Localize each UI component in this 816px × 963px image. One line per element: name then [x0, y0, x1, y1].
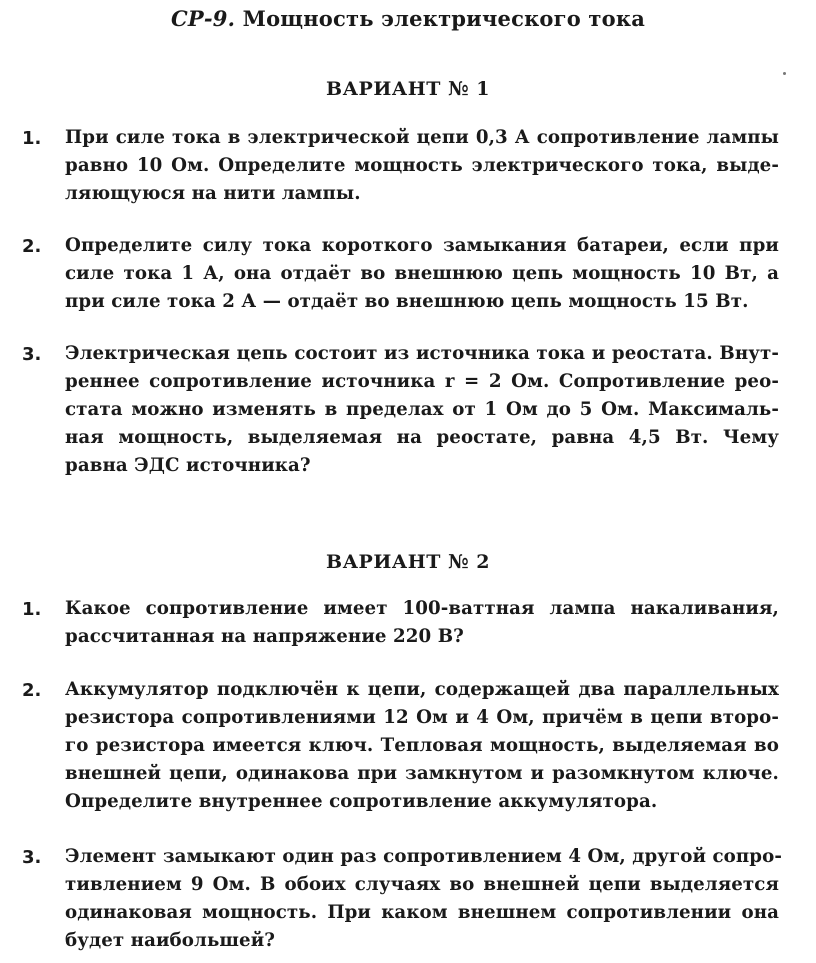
problem-line: Определите внутреннее сопротивление аккумулятора.: [65, 791, 658, 812]
problem-line: стата можно изменять в пределах от 1 Ом до 5 Ом. Максималь-: [65, 399, 779, 420]
problem-line: резистора сопротивлениями 12 Ом и 4 Ом, причём в цепи второ-: [65, 707, 779, 728]
problem-line: одинаковая мощность. При каком внешнем сопротивлении она: [65, 902, 779, 923]
problem-line: рассчитанная на напряжение 220 В?: [65, 626, 464, 647]
problem-text: [65, 124, 779, 208]
problem-line: реннее сопротивление источника r = 2 Ом. Сопротивление рео-: [65, 371, 779, 392]
problem-text: [65, 595, 779, 651]
problem-line: внешней цепи, одинакова при замкнутом и разомкнутом ключе.: [65, 763, 779, 784]
variant-1-heading: ВАРИАНТ № 1: [326, 78, 490, 100]
problem-line: Аккумулятор подключён к цепи, содержащей два параллельных: [65, 679, 779, 700]
problem-text: [65, 340, 779, 480]
problem-line: равна ЭДС источника?: [65, 455, 311, 476]
problem-line: При силе тока в электрической цепи 0,3 А сопротивление лампы: [65, 127, 779, 148]
problem-number: 2.: [22, 680, 42, 701]
problem-line: ная мощность, выделяемая на реостате, равна 4,5 Вт. Чему: [65, 427, 779, 448]
problem-number: 3.: [22, 847, 42, 868]
problem-line: Элемент замыкают один раз сопротивлением 4 Ом, другой сопро-: [65, 846, 783, 867]
variant-2-heading: ВАРИАНТ № 2: [326, 551, 490, 573]
problem-text: [65, 232, 779, 316]
worksheet-code: СР-9.: [170, 6, 236, 31]
problem-line: ляющуюся на нити лампы.: [65, 183, 361, 204]
problem-line: тивлением 9 Ом. В обоих случаях во внешней цепи выделяется: [65, 874, 779, 895]
problem-line: равно 10 Ом. Определите мощность электрического тока, выде-: [65, 155, 779, 176]
problem-number: 1.: [22, 128, 42, 149]
problem-line: силе тока 1 А, она отдаёт во внешнюю цепь мощность 10 Вт, а: [65, 263, 779, 284]
problem-text: [65, 676, 779, 816]
problem-line: Определите силу тока короткого замыкания батареи, если при: [65, 235, 779, 256]
problem-number: 2.: [22, 236, 42, 257]
worksheet-title-text: Мощность электрического тока: [242, 6, 646, 31]
problem-line: будет наибольшей?: [65, 930, 276, 951]
problem-number: 1.: [22, 599, 42, 620]
scan-speck: [783, 72, 786, 75]
problem-line: Электрическая цепь состоит из источника тока и реостата. Внут-: [65, 343, 779, 364]
page-title: [0, 6, 816, 31]
problem-line: го резистора имеется ключ. Тепловая мощность, выделяемая во: [65, 735, 779, 756]
problem-number: 3.: [22, 344, 42, 365]
problem-text: [65, 843, 783, 955]
problem-line: Какое сопротивление имеет 100-ваттная лампа накаливания,: [65, 598, 779, 619]
problem-line: при силе тока 2 А — отдаёт во внешнюю цепь мощность 15 Вт.: [65, 291, 749, 312]
